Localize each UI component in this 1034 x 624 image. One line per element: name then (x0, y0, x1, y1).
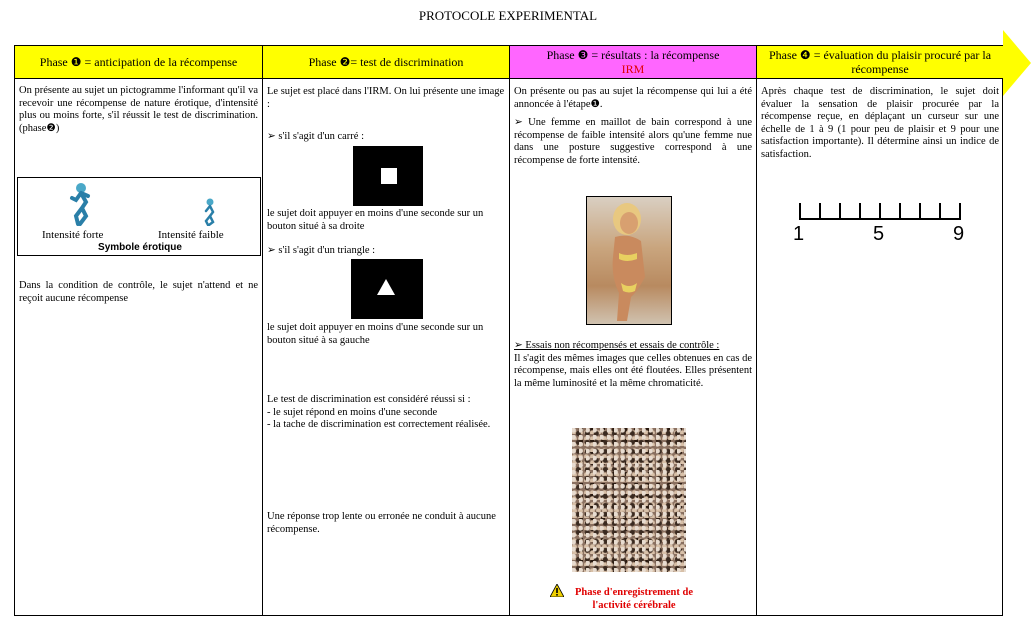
control-text: Il s'agit des mêmes images que celles obtenues en cas de récompense, mais elles ont été floutées. Elles présentent la même luminosité et la même chromaticité. (514, 352, 752, 389)
phase-1-control: Dans la condition de contrôle, le sujet n'attend et ne reçoit aucune récompense (19, 280, 258, 304)
label-weak: Intensité faible (158, 229, 224, 241)
scale-label-1: 1 (793, 223, 805, 245)
success-item-1: - le sujet répond en moins d'une seconde (267, 406, 438, 418)
warning-line-1: Phase d'enregistrement de (574, 587, 693, 598)
control-title: ➢ Essais non récompensés et essais de contrôle : (514, 340, 720, 351)
satisfaction-scale (795, 199, 965, 221)
reward-photo (586, 196, 672, 325)
phase-3-reward: ➢ Une femme en maillot de bain correspond à une récompense de faible intensité alors qu'une femme nue dans une posture suggestive correspond à une récompense de forte intensité. (514, 117, 752, 166)
symbol-caption: Symbole érotique (98, 242, 182, 253)
erotic-symbol-box (17, 177, 261, 256)
success-item-2: - la tache de discrimination est correctement réalisée. (267, 419, 491, 430)
triangle-label: ➢ s'il s'agit d'un triangle : (267, 245, 376, 256)
phase-1-column (15, 46, 262, 615)
blurred-photo (572, 428, 686, 572)
triangle-shape (377, 279, 395, 295)
figure-weak-icon (202, 198, 218, 226)
timeline-arrow (1003, 30, 1031, 96)
recording-warning (554, 586, 714, 612)
figure-strong-icon (68, 182, 94, 226)
phase-4-header: Phase ❹ = évaluation du plaisir procuré par la récompense (757, 46, 1003, 79)
figure-photo-icon (587, 197, 671, 324)
phase-3-header (510, 46, 756, 79)
square-label: ➢ s'il s'agit d'un carré : (267, 131, 364, 142)
phase-2-intro: Le sujet est placé dans l'IRM. On lui présente une image : (267, 86, 505, 110)
square-stimulus (353, 146, 423, 206)
scale-label-9: 9 (953, 223, 965, 245)
phase-4-text: Après chaque test de discrimination, le sujet doit évaluer la sensation de plaisir procurée par la récompense reçue, en déplaçant un curseur sur une échelle de 1 à 9 (1 pour peu de plaisir et 9 pour une satisfaction importante). Il détermine ainsi un indice de satisfaction. (761, 86, 999, 160)
phase-2-column (262, 46, 509, 615)
label-strong: Intensité forte (42, 229, 104, 241)
success-intro: Le test de discrimination est considéré réussi si : (267, 394, 471, 405)
phase-1-intro: On présente au sujet un pictogramme l'informant qu'il va recevoir une récompense de nature érotique, d'intensité plus ou moins forte, s'il réussit le test de discrimination. (phase❷) (19, 85, 258, 134)
phase-3-header-text: Phase ❸ = résultats : la récompense (546, 48, 720, 62)
phase-2-header: Phase ❷= test de discrimination (263, 46, 509, 79)
irm-label: IRM (621, 62, 645, 76)
page-title: PROTOCOLE EXPERIMENTAL (418, 8, 598, 23)
scale-label-5: 5 (873, 223, 885, 245)
square-shape (381, 168, 397, 184)
phase-3-intro: On présente ou pas au sujet la récompense qui lui a été annoncée à l'étape❶. (514, 86, 752, 110)
protocol-table (14, 45, 1003, 616)
phase-3-column (509, 46, 756, 615)
phase-4-column (756, 46, 1003, 615)
triangle-stimulus (351, 259, 423, 319)
failure-note: Une réponse trop lente ou erronée ne conduit à aucune récompense. (267, 511, 496, 535)
phase-1-header: Phase ❶ = anticipation de la récompense (15, 46, 262, 79)
square-action: le sujet doit appuyer en moins d'une seconde sur un bouton situé à sa droite (267, 208, 484, 232)
phase-1-body (15, 79, 262, 615)
warning-line-2: l'activité cérébrale (592, 600, 676, 611)
triangle-action: le sujet doit appuyer en moins d'une seconde sur un bouton situé à sa gauche (267, 322, 484, 346)
